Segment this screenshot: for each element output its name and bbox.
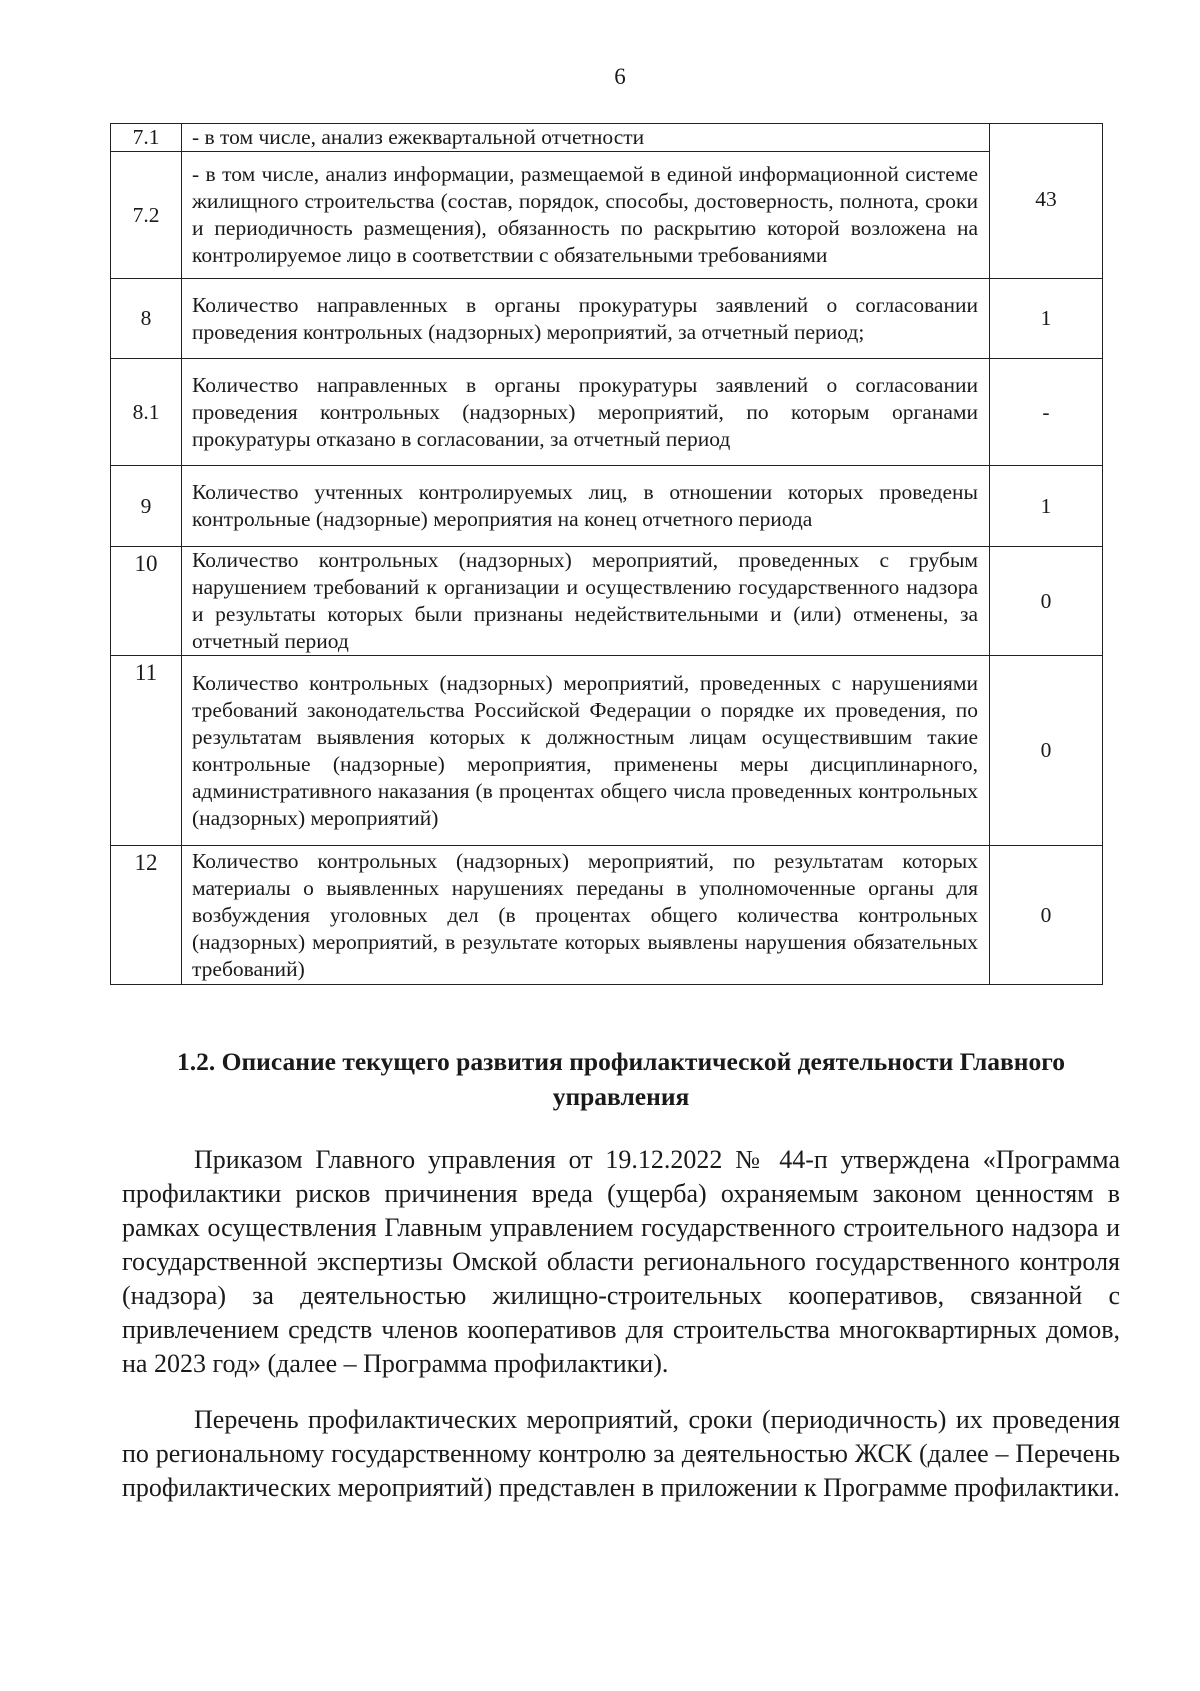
row-number: 9 [111, 466, 182, 547]
row-description: Количество контрольных (надзорных) мероприятий, проведенных с нарушениями требований законодательства Российской Федерации о порядке их проведения, по результатам выявления которых к должностным лицам осуществившим такие контрольные (надзорные) мероприятия, применены меры дисциплинарного, административного наказания (в процентах общего числа проведенных контрольных (надзорных) мероприятий) [182, 656, 990, 846]
row-description: - в том числе, анализ информации, размещаемой в единой информационной системе жилищного строительства (состав, порядок, способы, достоверность, полнота, сроки и периодичность размещения), обязанность по раскрытию которой возложена на контролируемое лицо в соответствии с обязательными требованиями [182, 152, 990, 279]
page-number: 6 [614, 64, 626, 89]
paragraph: Приказом Главного управления от 19.12.2022 № 44-п утверждена «Программа профилактики рисков причинения вреда (ущерба) охраняемым законом ценностям в рамках осуществления Главным управлением государственного строительного надзора и государственной экспертизы Омской области регионального государственного контроля (надзора) за деятельностью жилищно-строительных кооперативов, связанной с привлечением средств членов кооперативов для строительства многоквартирных домов, на 2023 год» (далее – Программа профилактики). [122, 1145, 1120, 1378]
table-row [111, 279, 1103, 359]
row-number: 12 [111, 846, 182, 985]
row-value: 1 [990, 466, 1103, 547]
row-value: 0 [990, 656, 1103, 846]
row-value: 1 [990, 279, 1103, 359]
section-heading: 1.2. Описание текущего развития профилактической деятельности Главного управления [177, 1047, 1065, 1111]
table-row [111, 656, 1103, 846]
row-description: Количество контрольных (надзорных) мероприятий, по результатам которых материалы о выявленных нарушениях переданы в уполномоченные органы для возбуждения уголовных дел (в процентах общего количества контрольных (надзорных) мероприятий, в результате которых выявлены нарушения обязательных требований) [182, 846, 990, 985]
row-number: 8.1 [111, 359, 182, 466]
table-row [111, 152, 1103, 279]
row-number: 11 [111, 656, 182, 846]
row-number: 10 [111, 547, 182, 656]
table-row [111, 124, 1103, 152]
row-value: - [990, 359, 1103, 466]
row-description: Количество направленных в органы прокуратуры заявлений о согласовании проведения контрольных (надзорных) мероприятий, за отчетный период; [182, 279, 990, 359]
row-description: Количество контрольных (надзорных) мероприятий, проведенных с грубым нарушением требований к организации и осуществлению государственного надзора и результаты которых были признаны недействительными и (или) отменены, за отчетный период [182, 547, 990, 656]
row-value: 0 [990, 846, 1103, 985]
row-description: Количество учтенных контролируемых лиц, в отношении которых проведены контрольные (надзорные) мероприятия на конец отчетного периода [182, 466, 990, 547]
table-row [111, 359, 1103, 466]
row-number: 7.1 [111, 124, 182, 152]
indicators-table [110, 123, 1103, 985]
paragraph: Перечень профилактических мероприятий, сроки (периодичность) их проведения по региональному государственному контролю за деятельностью ЖСК (далее – Перечень профилактических мероприятий) представлен в приложении к Программе профилактики. [122, 1405, 1120, 1502]
table-row [111, 846, 1103, 985]
row-description: Количество направленных в органы прокуратуры заявлений о согласовании проведения контрольных (надзорных) мероприятий, по которым органами прокуратуры отказано в согласовании, за отчетный период [182, 359, 990, 466]
table-row [111, 466, 1103, 547]
table-row [111, 547, 1103, 656]
row-number: 8 [111, 279, 182, 359]
row-value: 43 [990, 124, 1103, 279]
row-value: 0 [990, 547, 1103, 656]
row-description: - в том числе, анализ ежеквартальной отчетности [182, 124, 990, 152]
row-number: 7.2 [111, 152, 182, 279]
